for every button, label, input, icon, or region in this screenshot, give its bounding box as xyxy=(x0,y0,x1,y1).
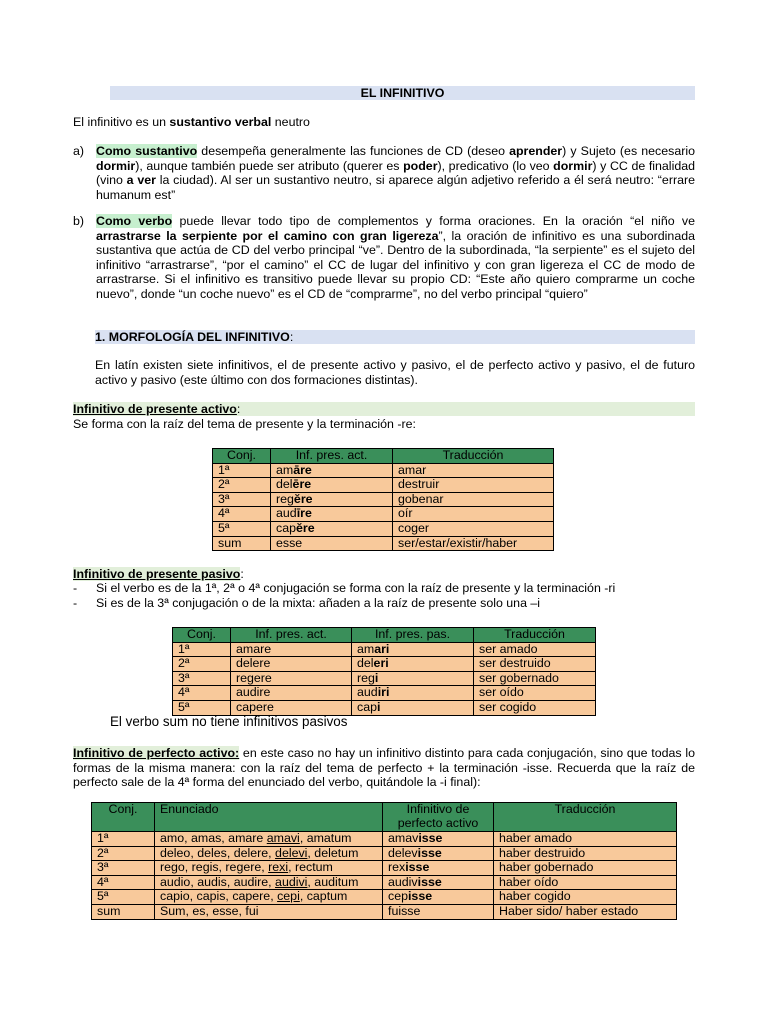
highlight-term: Como verbo xyxy=(96,214,173,228)
table-row: 2ª delere deleri ser destruido xyxy=(173,657,596,672)
list-marker: b) xyxy=(73,214,85,228)
page-title: EL INFINITIVO xyxy=(360,86,445,100)
column-header: Traducción xyxy=(494,803,677,832)
list-body: Como sustantivo desempeña generalmente las funciones de CD (deseo aprender) y Sujeto (es necesario dormir), aunque también puede ser atributo (querer es poder), predicativo (lo veo dormir) y CC de finalidad (vino a ver la ciudad). Al ser un sustantivo neutro, si aparece algún adjetivo referido a él será neutro: “errare humanum est” xyxy=(96,144,695,202)
perf-act-heading: Infinitivo de perfecto activo: xyxy=(73,746,240,760)
pres-pas-note: El verbo sum no tiene infinitivos pasivos xyxy=(110,714,348,729)
table-row: 2ª delēre destruir xyxy=(213,478,554,493)
table-row: 3ª rego, regis, regere, rexi, rectum rexisse haber gobernado xyxy=(92,861,677,876)
perf-act-table xyxy=(91,802,677,920)
intro-bold: sustantivo verbal xyxy=(169,115,272,129)
table-row: 3ª regere regi ser gobernado xyxy=(173,671,596,686)
table-row: 2ª deleo, deles, delere, delevi, deletum delevisse haber destruido xyxy=(92,846,677,861)
column-header: Conj. xyxy=(92,803,155,832)
table-row: 4ª audīre oír xyxy=(213,507,554,522)
list-body: Como verbo puede llevar todo tipo de complementos y forma oraciones. En la oración “el niño ve arrastrarse la serpiente por el camino con gran ligereza”, la oración de infinitivo es una subordinada sustantiva que actúa de CD del verbo principal “ve”. Dentro de la subordinada, “la serpiente” es el sujeto del infinitivo “arrastrarse”, “por el camino” el CC de lugar del infinitivo y con gran ligereza el CC de modo de arrastrarse. Si el infinitivo es transitivo puede llevar su propio CD: “Este año quiero comprarme un coche nuevo”, donde “un coche nuevo” es el CD de “comprarme”, no del verbo principal “quiero” xyxy=(96,214,695,301)
table-row: 4ª audire audiri ser oído xyxy=(173,686,596,701)
pres-act-desc: Se forma con la raíz del tema de presente y la terminación -re: xyxy=(73,417,416,431)
pres-pas-heading: Infinitivo de presente pasivo: xyxy=(73,567,244,581)
column-header: Inf. pres. act. xyxy=(231,628,352,643)
pres-act-heading: Infinitivo de presente activo: xyxy=(73,402,241,416)
column-header: Conj. xyxy=(213,449,271,464)
list-marker: a) xyxy=(73,144,85,158)
intro-paragraph xyxy=(73,115,695,130)
table-row: 3ª regĕre gobenar xyxy=(213,492,554,507)
table-row: 1ª amo, amas, amare amavi, amatum amavisse haber amado xyxy=(92,832,677,847)
table-row: 1ª amāre amar xyxy=(213,463,554,478)
column-header: Inf. pres. act. xyxy=(271,449,393,464)
table-header-row xyxy=(92,803,677,832)
column-header: Traducción xyxy=(474,628,596,643)
column-header: Enunciado xyxy=(155,803,383,832)
table-row: sum esse ser/estar/existir/haber xyxy=(213,536,554,551)
pres-pas-table xyxy=(172,627,596,716)
highlight-term: Como sustantivo xyxy=(96,144,198,158)
table-row: sum Sum, es, esse, fui fuisse Haber sido/ haber estado xyxy=(92,904,677,919)
column-header: Inf. pres. pas. xyxy=(352,628,474,643)
table-header-row xyxy=(173,628,596,643)
table-row: 5ª capio, capis, capere, cepi, captum cepisse haber cogido xyxy=(92,890,677,905)
table-row: 5ª capĕre coger xyxy=(213,521,554,536)
table-header-row xyxy=(213,449,554,464)
intro-text: El infinitivo es un xyxy=(73,115,170,129)
table-row: 4ª audio, audis, audire, audivi, auditum audivisse haber oído xyxy=(92,875,677,890)
column-header: Conj. xyxy=(173,628,231,643)
column-header: Traducción xyxy=(393,449,554,464)
pres-act-table xyxy=(212,448,554,551)
section-paragraph: En latín existen siete infinitivos, el de presente activo y pasivo, el de perfecto activo y pasivo, el de futuro activo y pasivo (este último con dos formaciones distintas). xyxy=(95,358,695,387)
table-row: 1ª amare amari ser amado xyxy=(173,642,596,657)
perf-act-paragraph: Infinitivo de perfecto activo: en este caso no hay un infinitivo distinto para cada conjugación, sino que todas lo formas de la misma manera: con la raíz del tema de perfecto + la terminación -isse. Recuerda que la raíz de perfecto sale de la 4ª forma del enunciado del verbo, quitándole la -i final): xyxy=(73,746,696,790)
column-header: Infinitivo de perfecto activo xyxy=(383,803,494,832)
intro-text-end: neutro xyxy=(271,115,310,129)
section-heading: 1. MORFOLOGÍA DEL INFINITIVO: xyxy=(95,330,294,344)
table-row: 5ª capere capi ser cogido xyxy=(173,700,596,715)
